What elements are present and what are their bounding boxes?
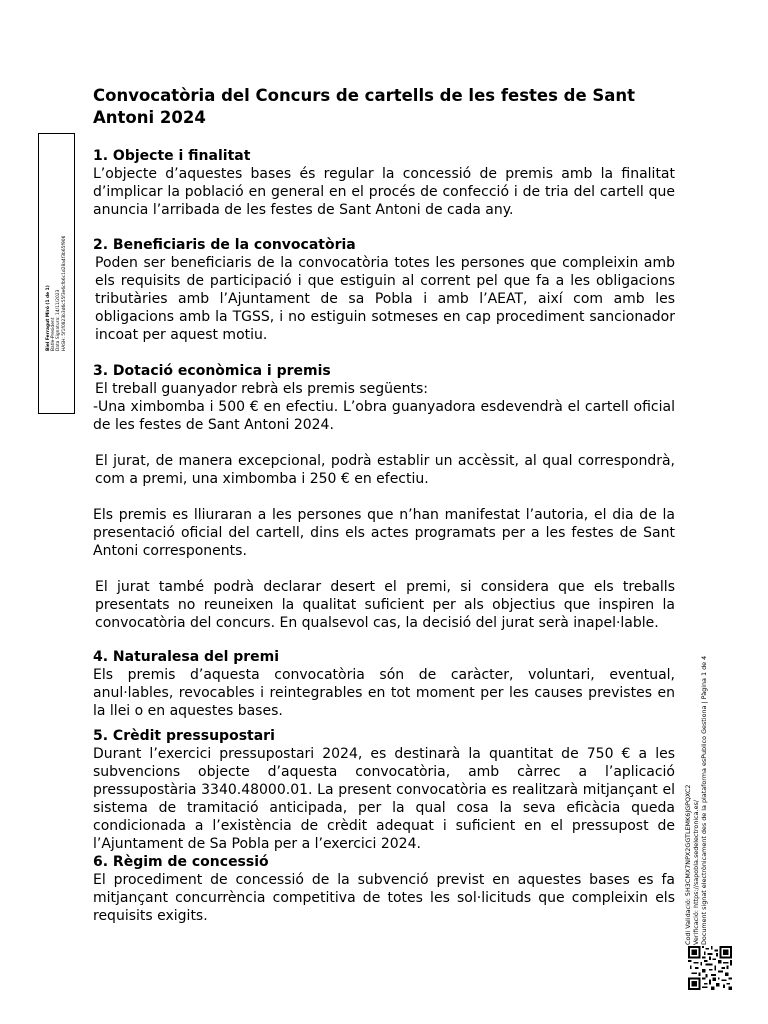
verification-note: Document signat electrònicament des de la plataforma esPublico Gestiona | Pàgina 1 de 4 [699, 655, 708, 945]
section-heading: 4. Naturalesa del premi [93, 649, 280, 665]
section-beneficiaris [93, 236, 675, 344]
verification-footer [685, 645, 725, 945]
section-heading: 1. Objecte i finalitat [93, 148, 251, 164]
paragraph: El jurat, de manera excepcional, podrà establir un accèssit, al qual correspondrà, com a premi, una ximbomba i 250 € en efectiu. [95, 453, 675, 487]
paragraph: -Una ximbomba i 500 € en efectiu. L’obra guanyadora esdevendrà el cartell oficial de les festes de Sant Antoni 2024. [93, 399, 675, 433]
section-credit [93, 727, 675, 853]
section-dotacio [93, 362, 675, 632]
section-heading: 5. Crèdit pressupostari [93, 728, 275, 744]
signature-hash: HASH: 5f1f0823b3d6c55f3e6cfb6c1d28a4f3b65f906 [61, 235, 67, 351]
signer-name: Biel Ferragut Miró (1 de 1) [46, 285, 51, 351]
verification-url: Verificació: https://sapobla.sedelectronica.es/ [691, 799, 700, 945]
paragraph: Els premis es lliuraran a les persones que n’han manifestat l’autoria, el dia de la presentació oficial del cartell, dins els actes programats per a les festes de Sant Antoni corresponents. [93, 507, 675, 559]
signer-role: Batle-President [51, 317, 57, 351]
paragraph: Els premis d’aquesta convocatòria són de caràcter, voluntari, eventual, anul·lables, revocables i reintegrables en tot moment per les causes previstes en la llei o en aquestes bases. [93, 667, 675, 719]
qr-code-icon [688, 946, 732, 990]
signature-date: Data Signatura: 14/11/2023 [56, 289, 62, 351]
section-heading: 6. Règim de concessió [93, 854, 269, 870]
paragraph: L’objecte d’aquestes bases és regular la concessió de premis amb la finalitat d’implicar la població en general en el procés de confecció i de tria del cartell que anuncia l’arribada de les festes de Sant Antoni de cada any. [93, 166, 675, 218]
paragraph: El treball guanyador rebrà els premis següents: [95, 381, 429, 397]
paragraph: El jurat també podrà declarar desert el premi, si considera que els treballs presentats no reuneixen la qualitat suficient per als objectius que inspiren la convocatòria del concurs. En qualsevol cas, la decisió del jurat serà inapel·lable. [95, 579, 675, 631]
verification-code: Codi Validació: 5H3CMX7NPX2GGTLEMK6JGPQXC2 [684, 784, 692, 945]
page-title: Convocatòria del Concurs de cartells de les festes de Sant Antoni 2024 [93, 86, 636, 127]
section-heading: 3. Dotació econòmica i premis [93, 363, 331, 379]
section-heading: 2. Beneficiaris de la convocatòria [93, 237, 356, 253]
paragraph: El procediment de concessió de la subvenció previst en aquestes bases es fa mitjançant concurrència competitiva de totes les sol·licituds que compleixin els requisits exigits. [93, 872, 675, 924]
section-naturalesa [93, 648, 675, 720]
section-regim [93, 853, 675, 925]
section-objecte [93, 147, 675, 219]
paragraph: Poden ser beneficiaris de la convocatòria totes les persones que compleixin amb els requisits de participació i que estiguin al corrent pel que fa a les obligacions tributàries amb l’Ajuntament de sa Pobla i amb l’AEAT, així com amb les obligacions amb la TGSS, i no estiguin sotmeses en cap procediment sancionador incoat per aquest motiu. [95, 255, 675, 343]
paragraph: Durant l’exercici pressupostari 2024, es destinarà la quantitat de 750 € a les subvencions objecte d’aquesta convocatòria, amb càrrec a l’aplicació pressupostària 3340.48000.01. La present convocatòria es realitzarà mitjançant el sistema de tramitació anticipada, per la qual cosa la seva eficàcia queda condicionada a l’existència de crèdit adequat i suficient en el pressupost de l’Ajuntament de Sa Pobla per a l’exercici 2024. [93, 746, 675, 852]
signature-stamp [38, 133, 75, 414]
